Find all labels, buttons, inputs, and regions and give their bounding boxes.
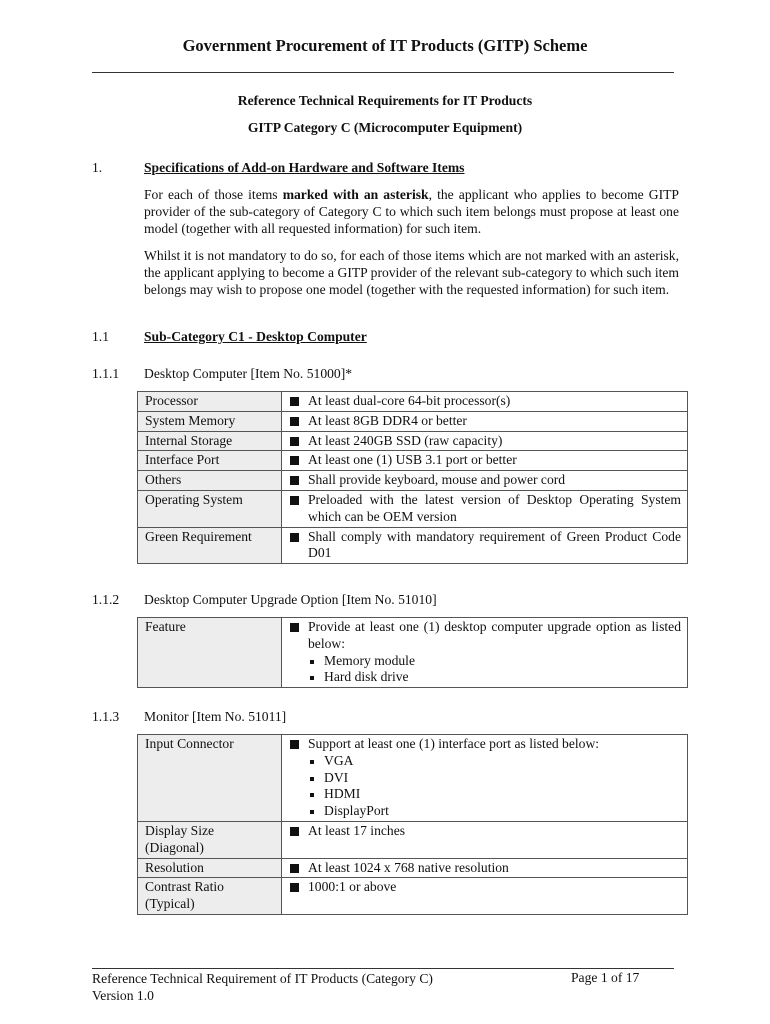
page-number: Page 1 of 17	[571, 970, 640, 985]
document-subtitle: Reference Technical Requirements for IT Products	[237, 93, 533, 108]
bullet-square-icon	[290, 437, 299, 446]
table-row: Green Requirement Shall comply with mandatory requirement of Green Product Code D01	[138, 527, 688, 564]
bullet-square-icon	[290, 533, 299, 542]
section-paragraph-1: For each of those items marked with an asterisk, the applicant who applies to become GITP provider of the sub-category of Category C to which such item belongs must propose at least one model (together with all requested information) for such item.	[144, 187, 679, 237]
bullet-square-icon	[290, 417, 299, 426]
subsection-heading: Sub-Category C1 - Desktop Computer	[144, 329, 367, 344]
bullet-square-icon	[290, 397, 299, 406]
document-title: Government Procurement of IT Products (GITP) Scheme	[182, 36, 588, 55]
bullet-dot-icon	[310, 660, 314, 664]
table-row: Resolution At least 1024 x 768 native resolution	[138, 858, 688, 878]
item-title: Desktop Computer Upgrade Option [Item No. 51010]	[144, 592, 437, 607]
item-number: 1.1.1	[92, 366, 120, 381]
bullet-square-icon	[290, 623, 299, 632]
section-number: 1.	[92, 160, 103, 175]
bullet-dot-icon	[310, 676, 314, 680]
bullet-square-icon	[290, 740, 299, 749]
table-row: System Memory At least 8GB DDR4 or better	[138, 411, 688, 431]
section-heading: Specifications of Add-on Hardware and Software Items	[144, 160, 465, 175]
footer-document-name: Reference Technical Requirement of IT Products (Category C)	[92, 971, 433, 986]
upgrade-spec-table	[137, 617, 688, 688]
bullet-dot-icon	[310, 760, 314, 764]
table-row: Contrast Ratio (Typical) 1000:1 or above	[138, 878, 688, 915]
bullet-square-icon	[290, 827, 299, 836]
table-row: Internal Storage At least 240GB SSD (raw capacity)	[138, 431, 688, 451]
footer-version: Version 1.0	[92, 988, 154, 1003]
table-row: Interface Port At least one (1) USB 3.1 port or better	[138, 451, 688, 471]
bullet-square-icon	[290, 456, 299, 465]
header-divider	[92, 72, 674, 73]
asterisk-emphasis: marked with an asterisk	[282, 187, 429, 202]
bullet-dot-icon	[310, 793, 314, 797]
table-row: Others Shall provide keyboard, mouse and power cord	[138, 471, 688, 491]
bullet-dot-icon	[310, 777, 314, 781]
section-paragraph-2: Whilst it is not mandatory to do so, for each of those items which are not marked with an asterisk, the applicant applying to become a GITP provider of the relevant sub-category to which such item belongs may wish to propose one model (together with the requested information) for such item.	[144, 248, 679, 298]
item-number: 1.1.2	[92, 592, 120, 607]
monitor-spec-table	[137, 734, 688, 915]
bullet-dot-icon	[310, 810, 314, 814]
bullet-square-icon	[290, 864, 299, 873]
footer-document-info	[92, 970, 433, 1004]
desktop-spec-table	[137, 391, 688, 564]
subsection-number: 1.1	[92, 329, 109, 344]
bullet-square-icon	[290, 496, 299, 505]
bullet-square-icon	[290, 883, 299, 892]
item-number: 1.1.3	[92, 709, 120, 724]
footer-divider	[92, 968, 674, 969]
table-row: Processor At least dual-core 64-bit processor(s)	[138, 392, 688, 412]
item-title: Monitor [Item No. 51011]	[144, 709, 287, 724]
table-row: Input Connector Support at least one (1) interface port as listed below: VGA DVI HDMI DisplayPort	[138, 735, 688, 822]
table-row: Display Size (Diagonal) At least 17 inches	[138, 821, 688, 858]
item-title: Desktop Computer [Item No. 51000]*	[144, 366, 353, 381]
bullet-square-icon	[290, 476, 299, 485]
document-category: GITP Category C (Microcomputer Equipment)	[247, 120, 523, 135]
table-row: Feature Provide at least one (1) desktop computer upgrade option as listed below: Memory module Hard disk drive	[138, 618, 688, 688]
table-row: Operating System Preloaded with the latest version of Desktop Operating System which can be OEM version	[138, 490, 688, 527]
